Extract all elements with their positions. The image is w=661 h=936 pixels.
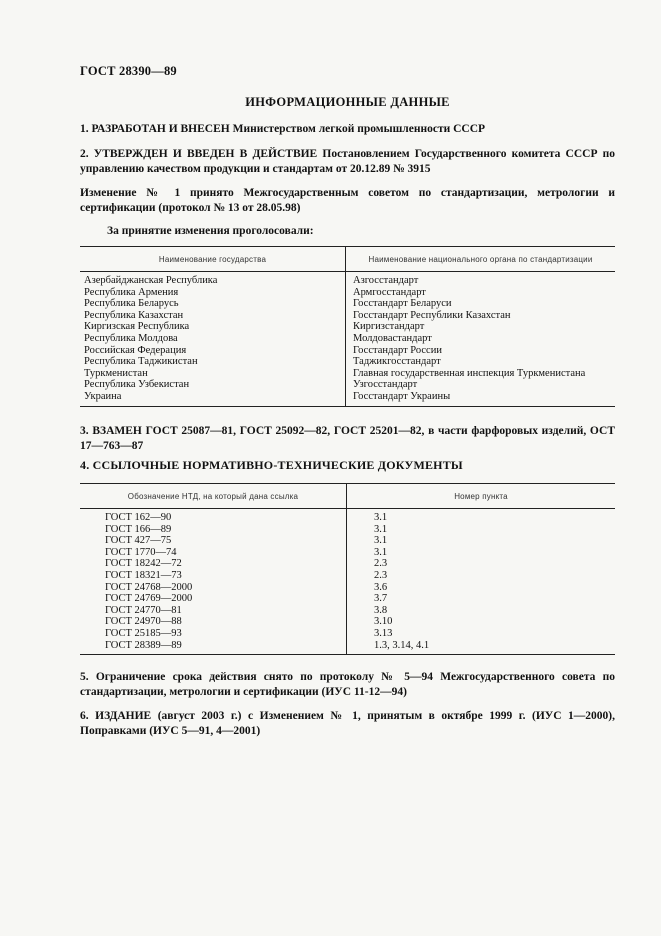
item-2: 2. УТВЕРЖДЕН И ВВЕДЕН В ДЕЙСТВИЕ Постановлением Государственного комитета СССР по управлению качеством продукции и стандартам от 20.12.89 № 3915: [80, 148, 615, 175]
ref-doc-cell: ГОСТ 166—89: [105, 523, 172, 535]
amendment-note: Изменение № 1 принято Межгосударственным советом по стандартизации, метрологии и сертификации (протокол № 13 от 28.05.98): [80, 187, 615, 214]
state-name-cell: Украина: [84, 390, 122, 402]
item-1: 1. РАЗРАБОТАН И ВНЕСЕН Министерством легкой промышленности СССР: [80, 123, 486, 135]
ref-clause-cell: 3.1: [374, 535, 388, 547]
ref-clause-cell: 3.1: [374, 546, 388, 558]
standards-body-cell: Узгосстандарт: [353, 379, 418, 391]
item-6: 6. ИЗДАНИЕ (август 2003 г.) с Изменением № 1, принятым в октябре 1999 г. (ИУС 1—2000), Поправками (ИУС 5—91, 4—2001): [80, 710, 615, 737]
ref-doc-cell: ГОСТ 25185—93: [105, 627, 182, 639]
standards-body-cell: Госстандарт Беларуси: [353, 298, 452, 310]
state-name-cell: Республика Беларусь: [84, 298, 179, 310]
states-table: [80, 246, 615, 407]
state-name-cell: Республика Армения: [84, 286, 179, 298]
ref-clause-cell: 1.3, 3.14, 4.1: [374, 639, 430, 651]
refs-col-clause: [347, 509, 615, 654]
state-name-cell: Киргизская Республика: [84, 321, 190, 333]
state-name-cell: Республика Молдова: [84, 332, 178, 344]
state-name-cell: Российская Федерация: [84, 344, 187, 356]
standards-body-cell: Армгосстандарт: [353, 286, 426, 298]
ref-clause-cell: 3.6: [374, 581, 388, 593]
page-title: ИНФОРМАЦИОННЫЕ ДАННЫЕ: [245, 95, 450, 109]
ref-doc-cell: ГОСТ 28389—89: [105, 639, 182, 651]
states-col-header-body: Наименование национального органа по стандартизации: [368, 254, 593, 264]
standards-body-cell: Госстандарт Украины: [353, 390, 451, 402]
refs-table: [80, 483, 615, 655]
refs-col-doc: [80, 509, 347, 654]
states-table-body: [80, 272, 615, 406]
standards-body-cell: Киргизстандарт: [353, 321, 425, 333]
states-table-header: [80, 247, 615, 272]
ref-clause-cell: 3.1: [374, 512, 388, 523]
ref-clause-cell: 3.1: [374, 523, 388, 535]
ref-doc-cell: ГОСТ 24769—2000: [105, 593, 193, 605]
states-col-header-state: Наименование государства: [80, 247, 346, 271]
standards-body-cell: Главная государственная инспекция Туркменистана: [353, 367, 586, 379]
state-name-cell: Республика Узбекистан: [84, 379, 190, 391]
ref-clause-cell: 2.3: [374, 558, 388, 570]
ref-doc-cell: ГОСТ 162—90: [105, 512, 172, 523]
ref-doc-cell: ГОСТ 1770—74: [105, 546, 177, 558]
standards-body-cell: Молдовастандарт: [353, 332, 432, 344]
ref-clause-cell: 3.8: [374, 604, 388, 616]
ref-clause-cell: 3.10: [374, 616, 393, 628]
item-3: 3. ВЗАМЕН ГОСТ 25087—81, ГОСТ 25092—82, ГОСТ 25201—82, в части фарфоровых изделий, ОСТ 17—763—87: [80, 425, 615, 452]
ref-clause-cell: 3.7: [374, 593, 388, 605]
states-col-state: [80, 272, 346, 406]
ref-doc-cell: ГОСТ 24970—88: [105, 616, 182, 628]
standards-body-cell: Таджикгосстандарт: [353, 356, 441, 368]
ref-doc-cell: ГОСТ 18242—72: [105, 558, 182, 570]
ref-clause-cell: 2.3: [374, 569, 388, 581]
item-5: 5. Ограничение срока действия снято по протоколу № 5—94 Межгосударственного совета по стандартизации, метрологии и сертификации (ИУС 11-12—94): [80, 671, 615, 698]
standards-body-cell: Госстандарт России: [353, 344, 442, 356]
item-4-heading: 4. ССЫЛОЧНЫЕ НОРМАТИВНО-ТЕХНИЧЕСКИЕ ДОКУМЕНТЫ: [80, 458, 463, 472]
refs-col-header-clause: Номер пункта: [454, 491, 508, 501]
ref-doc-cell: ГОСТ 24768—2000: [105, 581, 193, 593]
refs-col-header-doc: Обозначение НТД, на который дана ссылка: [80, 484, 347, 508]
voted-label: За принятие изменения проголосовали:: [107, 225, 314, 237]
state-name-cell: Республика Казахстан: [84, 309, 184, 321]
ref-doc-cell: ГОСТ 18321—73: [105, 569, 182, 581]
standards-body-cell: Азгосстандарт: [353, 275, 419, 286]
ref-doc-cell: ГОСТ 427—75: [105, 535, 172, 547]
ref-doc-cell: ГОСТ 24770—81: [105, 604, 182, 616]
state-name-cell: Республика Таджикистан: [84, 356, 198, 368]
standards-body-cell: Госстандарт Республики Казахстан: [353, 309, 511, 321]
state-name-cell: Туркменистан: [84, 367, 148, 379]
refs-table-header: [80, 484, 615, 509]
state-name-cell: Азербайджанская Республика: [84, 275, 218, 286]
ref-clause-cell: 3.13: [374, 627, 393, 639]
document-code: ГОСТ 28390—89: [80, 64, 177, 78]
refs-table-body: [80, 509, 615, 654]
states-col-body: [346, 272, 615, 406]
